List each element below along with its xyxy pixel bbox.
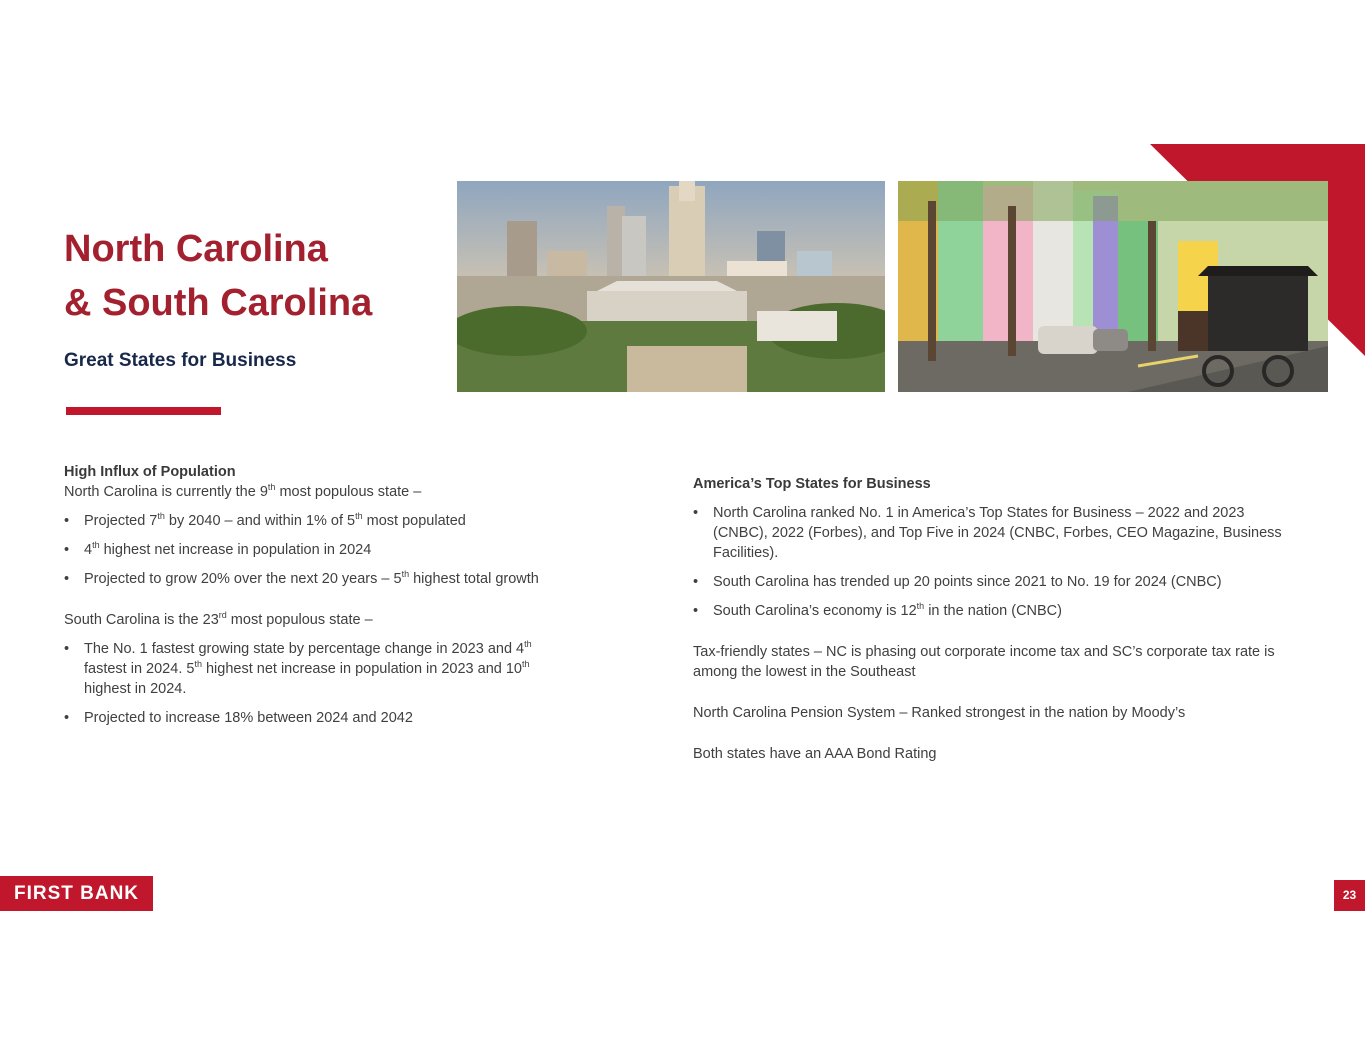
- raleigh-skyline-photo: [457, 181, 885, 392]
- pension-paragraph: North Carolina Pension System – Ranked strongest in the nation by Moody’s: [693, 705, 1186, 721]
- list-item: • South Carolina’s economy is 12th in the nation (CNBC): [693, 601, 1283, 621]
- list-item: • North Carolina ranked No. 1 in America’s Top States for Business – 2022 and 2023 (CNBC), 2022 (Forbes), and Top Five in 2024 (CNBC, Forbes, CEO Magazine, Business Facilities).: [693, 503, 1283, 563]
- list-item: • 4th highest net increase in population in 2024: [64, 540, 549, 560]
- charleston-rainbow-row-carriage-photo: [898, 181, 1328, 392]
- bond-rating-paragraph: Both states have an AAA Bond Rating: [693, 746, 937, 762]
- title-line-1: North Carolina: [64, 228, 328, 270]
- first-bank-logo: FIRST BANK: [0, 876, 153, 911]
- list-item: • The No. 1 fastest growing state by percentage change in 2023 and 4th fastest in 2024. 5th highest net increase in population in 2023 and 10th highest in 2024.: [64, 639, 549, 699]
- list-item: • South Carolina has trended up 20 points since 2021 to No. 19 for 2024 (CNBC): [693, 572, 1283, 592]
- page-number: 23: [1334, 880, 1365, 911]
- business-bullet-list: [693, 503, 1283, 621]
- population-column: [64, 462, 549, 728]
- title-divider: [66, 407, 221, 415]
- list-item: • Projected to grow 20% over the next 20 years – 5th highest total growth: [64, 569, 549, 589]
- population-heading: High Influx of Population: [64, 464, 236, 480]
- page-title: [64, 222, 372, 330]
- business-column: [693, 474, 1283, 764]
- list-item: • Projected 7th by 2040 – and within 1% of 5th most populated: [64, 511, 549, 531]
- nc-bullet-list: [64, 511, 549, 589]
- tax-paragraph: Tax-friendly states – NC is phasing out corporate income tax and SC’s corporate tax rate is among the lowest in the Southeast: [693, 644, 1275, 680]
- page-subtitle: Great States for Business: [64, 350, 297, 371]
- sc-intro-text: South Carolina is the 23rd most populous state –: [64, 610, 373, 628]
- sc-bullet-list: [64, 639, 549, 728]
- title-line-2: & South Carolina: [64, 282, 373, 324]
- list-item: • Projected to increase 18% between 2024 and 2042: [64, 708, 549, 728]
- business-heading: America’s Top States for Business: [693, 476, 931, 492]
- nc-intro-text: North Carolina is currently the 9th most populous state –: [64, 482, 422, 500]
